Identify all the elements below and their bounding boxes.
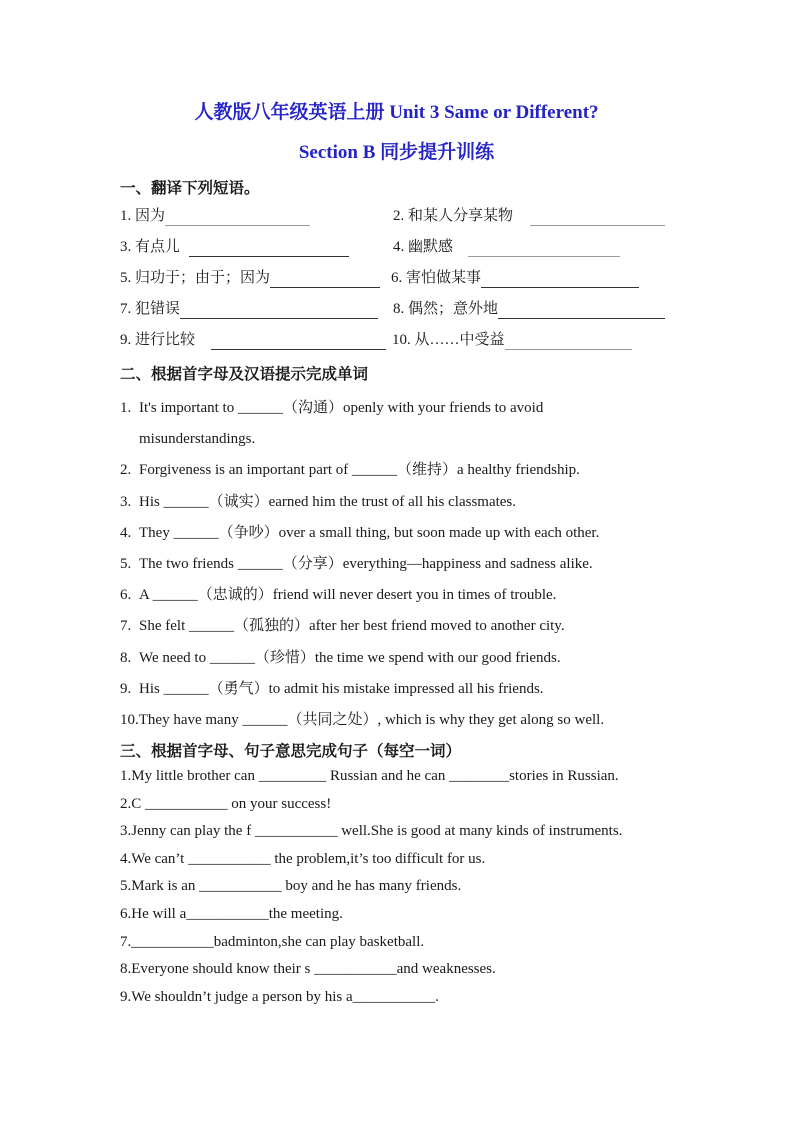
exercise-item-1: 1. It's important to ______（沟通）openly with your friends to avoid	[120, 400, 544, 416]
phrase-item-9	[120, 330, 386, 350]
phrase-item-3	[120, 237, 349, 257]
part2-heading: 二、根据首字母及汉语提示完成单词	[120, 366, 369, 383]
phrase-item-5	[120, 268, 380, 288]
exercise-item-1-cont: misunderstandings.	[139, 431, 256, 447]
exercise-item-7: 7. She felt ______（孤独的）after her best friend moved to another city.	[120, 618, 565, 634]
answer-blank[interactable]	[530, 210, 665, 226]
sentence-item-8: 8.Everyone should know their s ___________and weaknesses.	[120, 961, 496, 977]
phrase-label: 5. 归功于；由于；因为	[120, 270, 271, 286]
sentence-item-4: 4.We can’t ___________ the problem,it’s too difficult for us.	[120, 851, 486, 867]
page-title: 人教版八年级英语上册 Unit 3 Same or Different?	[194, 102, 599, 123]
phrase-item-1	[120, 206, 310, 226]
exercise-item-6: 6. A ______（忠诚的）friend will never desert you in times of trouble.	[120, 587, 557, 603]
phrase-item-8	[393, 299, 665, 319]
page-subtitle: Section B 同步提升训练	[298, 142, 495, 163]
exercise-item-4: 4. They ______（争吵）over a small thing, but soon made up with each other.	[120, 525, 600, 541]
answer-blank[interactable]	[468, 241, 620, 257]
exercise-item-5: 5. The two friends ______（分享）everything—happiness and sadness alike.	[120, 556, 593, 572]
answer-blank[interactable]	[505, 334, 632, 350]
phrase-item-4	[393, 237, 620, 257]
sentence-item-3: 3.Jenny can play the f ___________ well.She is good at many kinds of instruments.	[120, 823, 623, 839]
phrase-label: 10. 从……中受益	[392, 332, 505, 348]
exercise-item-8: 8. We need to ______（珍惜）the time we spend with our good friends.	[120, 650, 561, 666]
phrase-label: 7. 犯错误	[120, 301, 181, 317]
answer-blank[interactable]	[498, 303, 665, 319]
answer-blank[interactable]	[189, 241, 349, 257]
answer-blank[interactable]	[180, 303, 378, 319]
answer-blank[interactable]	[270, 272, 380, 288]
phrase-item-10	[392, 330, 632, 350]
phrase-item-7	[120, 299, 378, 319]
sentence-item-9: 9.We shouldn’t judge a person by his a___________.	[120, 989, 439, 1005]
sentence-item-7: 7.___________badminton,she can play basketball.	[120, 934, 425, 950]
sentence-item-6: 6.He will a___________the meeting.	[120, 906, 343, 922]
phrase-label: 4. 幽默感	[393, 239, 454, 255]
phrase-label: 8. 偶然；意外地	[393, 301, 499, 317]
phrase-label: 1. 因为	[120, 208, 166, 224]
exercise-item-2: 2. Forgiveness is an important part of ______（维持）a healthy friendship.	[120, 462, 580, 478]
exercise-item-9: 9. His ______（勇气）to admit his mistake impressed all his friends.	[120, 681, 544, 697]
answer-blank[interactable]	[211, 334, 386, 350]
phrase-label: 6. 害怕做某事	[391, 270, 482, 286]
part3-heading: 三、根据首字母、句子意思完成句子（每空一词）	[120, 743, 462, 760]
exercise-item-3: 3. His ______（诚实）earned him the trust of all his classmates.	[120, 494, 517, 510]
exercise-item-10: 10.They have many ______（共同之处）, which is why they get along so well.	[120, 712, 605, 728]
phrase-label: 3. 有点儿	[120, 239, 181, 255]
sentence-item-1: 1.My little brother can _________ Russian and he can ________stories in Russian.	[120, 768, 619, 784]
phrase-label: 2. 和某人分享某物	[393, 208, 514, 224]
part1-heading: 一、翻译下列短语。	[120, 180, 260, 197]
phrase-item-2	[393, 206, 665, 226]
answer-blank[interactable]	[165, 210, 310, 226]
answer-blank[interactable]	[481, 272, 639, 288]
sentence-item-5: 5.Mark is an ___________ boy and he has many friends.	[120, 878, 462, 894]
sentence-item-2: 2.C ___________ on your success!	[120, 796, 332, 812]
phrase-label: 9. 进行比较	[120, 332, 196, 348]
phrase-item-6	[391, 268, 639, 288]
